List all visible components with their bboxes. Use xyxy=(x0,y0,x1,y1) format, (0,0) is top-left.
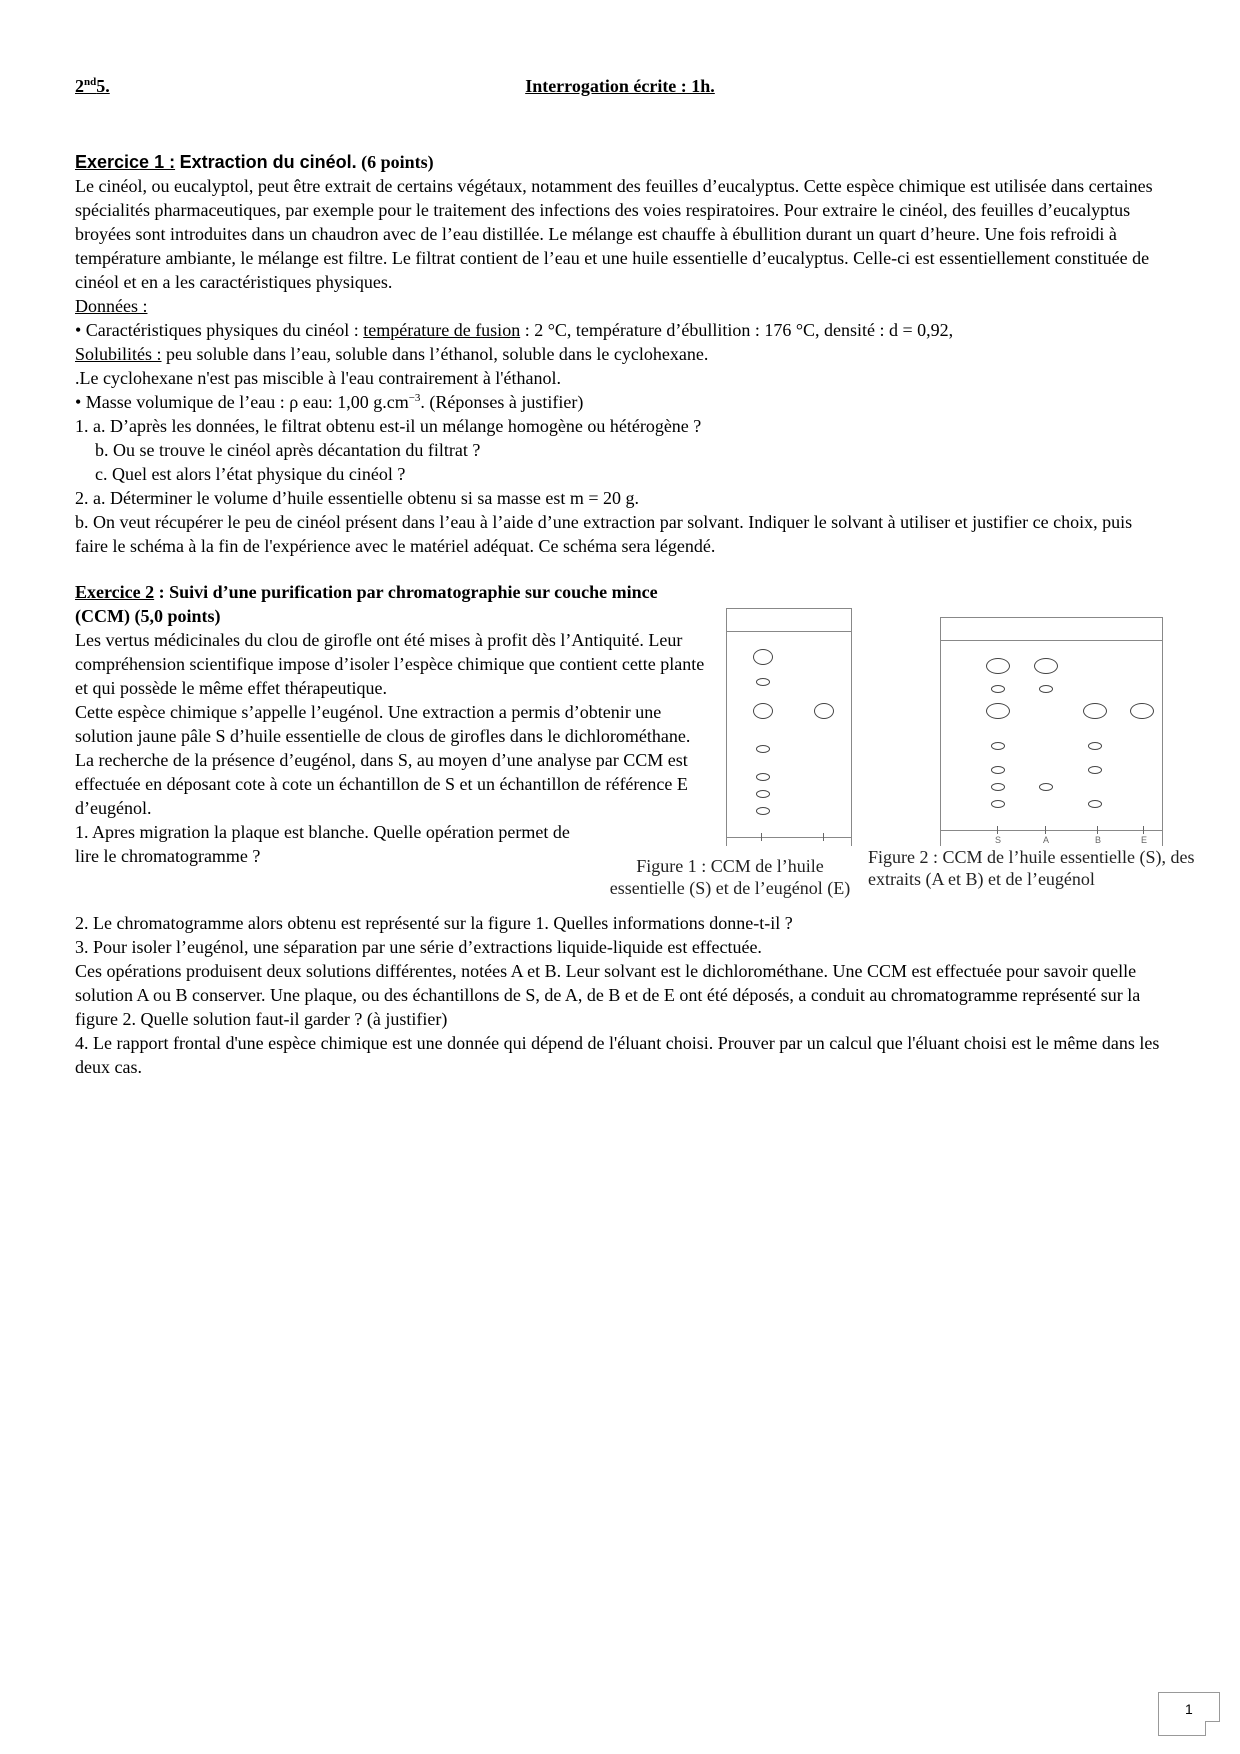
question-1b: b. Ou se trouve le cinéol après décantation du filtrat ? xyxy=(95,440,481,460)
exercise-2-intro-1: Les vertus médicinales du clou de girofle ont été mises à profit dès l’Antiquité. Leur compréhension scientifique impose d’isoler l’espèce chimique que contient cette plante et qui possède le même effet thérapeutique. xyxy=(75,630,705,698)
fig2-spot xyxy=(991,742,1005,750)
fig2-spot xyxy=(1088,800,1102,808)
exercise-2-question-1: 1. Apres migration la plaque est blanche. Quelle opération permet de lire le chromatogramme ? xyxy=(75,822,570,866)
exercise-2-question-3a: 3. Pour isoler l’eugénol, une séparation par une série d’extractions liquide-liquide est effectuée. xyxy=(75,937,762,957)
exercise-2-heading: Exercice 2 : Suivi d’une purification par chromatographie sur couche mince (CCM) (5,0 points) xyxy=(75,582,658,626)
exercise-1-heading: Exercice 1 : Extraction du cinéol. (6 points) xyxy=(75,152,434,172)
fig1-spot xyxy=(756,790,770,798)
question-1c: c. Quel est alors l’état physique du cinéol ? xyxy=(95,464,406,484)
lane-label-e: E xyxy=(1141,835,1148,845)
exercise-1 xyxy=(75,150,1165,558)
page-fold-icon xyxy=(1205,1721,1220,1736)
cyclohexane-note: .Le cyclohexane n'est pas miscible à l'eau contrairement à l'éthanol. xyxy=(75,368,562,388)
page-number-box xyxy=(1158,1692,1220,1736)
figure-1-caption: Figure 1 : CCM de l’huile essentielle (S) et de l’eugénol (E) xyxy=(609,856,851,898)
figure-2-caption: Figure 2 : CCM de l’huile essentielle (S), des extraits (A et B) et de l’eugénol xyxy=(868,847,1195,889)
fig1-spot xyxy=(753,703,773,719)
fig1-spot xyxy=(756,678,770,686)
fig2-spot xyxy=(1088,742,1102,750)
fig2-spot xyxy=(991,685,1005,693)
document-title: Interrogation écrite : 1h. xyxy=(525,76,715,96)
question-1a: 1. a. D’après les données, le filtrat obtenu est-il un mélange homogène ou hétérogène ? xyxy=(75,416,702,436)
exercise-2-question-2: 2. Le chromatogramme alors obtenu est représenté sur la figure 1. Quelles informations donne-t-il ? xyxy=(75,913,793,933)
fig1-spot xyxy=(753,649,773,665)
solubility: Solubilités : peu soluble dans l’eau, soluble dans l’éthanol, soluble dans le cyclohexane. xyxy=(75,344,709,364)
fig2-spot xyxy=(991,783,1005,791)
fig2-spot xyxy=(1083,703,1107,719)
exercise-2-continued xyxy=(75,911,1165,1079)
question-2a: 2. a. Déterminer le volume d’huile essentielle obtenu si sa masse est m = 20 g. xyxy=(75,488,640,508)
fig1-spot xyxy=(756,745,770,753)
class-label: 2nd5. xyxy=(75,76,110,96)
lane-label-a: A xyxy=(1043,835,1050,845)
exercise-2 xyxy=(75,580,705,868)
exercise-2-question-4: 4. Le rapport frontal d'une espèce chimique est une donnée qui dépend de l'éluant choisi. Prouver par un calcul que l'éluant choisi est le même dans les deux cas. xyxy=(75,1033,1160,1077)
fig2-spot xyxy=(991,800,1005,808)
fig2-spot xyxy=(1039,685,1053,693)
fig2-spot xyxy=(986,658,1010,674)
cineol-properties: • Caractéristiques physiques du cinéol : température de fusion : 2 °C, température d’ébullition : 176 °C, densité : d = 0,92, xyxy=(75,320,954,340)
fig1-spot xyxy=(814,703,834,719)
figure-1-plate xyxy=(726,608,852,846)
exercise-2-question-3b: Ces opérations produisent deux solutions différentes, notées A et B. Leur solvant est le dichlorométhane. Une CCM est effectuée pour savoir quelle solution A ou B conserver. Une plaque, ou des échantillons de S, de A, de B et de E ont été déposés, a conduit au chromatogramme représenté sur la figure 2. Quelle solution faut-il garder ? (à justifier) xyxy=(75,961,1141,1029)
lane-label-s: S xyxy=(995,835,1002,845)
page-number: 1 xyxy=(1185,1701,1193,1717)
fig2-spot xyxy=(991,766,1005,774)
figure-2-plate xyxy=(940,617,1163,846)
fig2-spot xyxy=(986,703,1010,719)
exercise-1-intro: Le cinéol, ou eucalyptol, peut être extrait de certains végétaux, notamment des feuilles d’eucalyptus. Cette espèce chimique est utilisée dans certaines spécialités pharmaceutiques, par exemple pour le traitement des infections des voies respiratoires. Pour extraire le cinéol, des feuilles d’eucalyptus broyées sont introduites dans un chaudron avec de l’eau distillée. Le mélange est chauffe à ébullition durant un quart d’heure. Une fois refroidi à température ambiante, le mélange est filtre. Le filtrat contient de l’eau et une huile essentielle d’eucalyptus. Celle-ci est essentiellement constituée de cinéol et en a les caractéristiques physiques. xyxy=(75,176,1153,292)
data-label: Données : xyxy=(75,296,148,316)
fig2-spot xyxy=(1088,766,1102,774)
exercise-2-intro-2: Cette espèce chimique s’appelle l’eugénol. Une extraction a permis d’obtenir une solution jaune pâle S d’huile essentielle de clous de girofles dans le dichlorométhane. La recherche de la présence d’eugénol, dans S, au moyen d’une analyse par CCM est effectuée en déposant cote à cote un échantillon de S et un échantillon de référence E d’eugénol. xyxy=(75,702,691,818)
water-density: • Masse volumique de l’eau : ρ eau: 1,00 $g.cm^{-3}$. (Réponses à justifier) xyxy=(75,392,584,412)
lane-label-b: B xyxy=(1095,835,1102,845)
fig2-spot xyxy=(1130,703,1154,719)
fig1-spot xyxy=(756,807,770,815)
fig2-spot xyxy=(1039,783,1053,791)
fig1-spot xyxy=(756,773,770,781)
fig2-spot xyxy=(1034,658,1058,674)
question-2b: b. On veut récupérer le peu de cinéol présent dans l’eau à l’aide d’une extraction par solvant. Indiquer le solvant à utiliser et justifier ce choix, puis faire le schéma à la fin de l'expérience avec le matériel adéquat. Ce schéma sera légendé. xyxy=(75,512,1133,556)
